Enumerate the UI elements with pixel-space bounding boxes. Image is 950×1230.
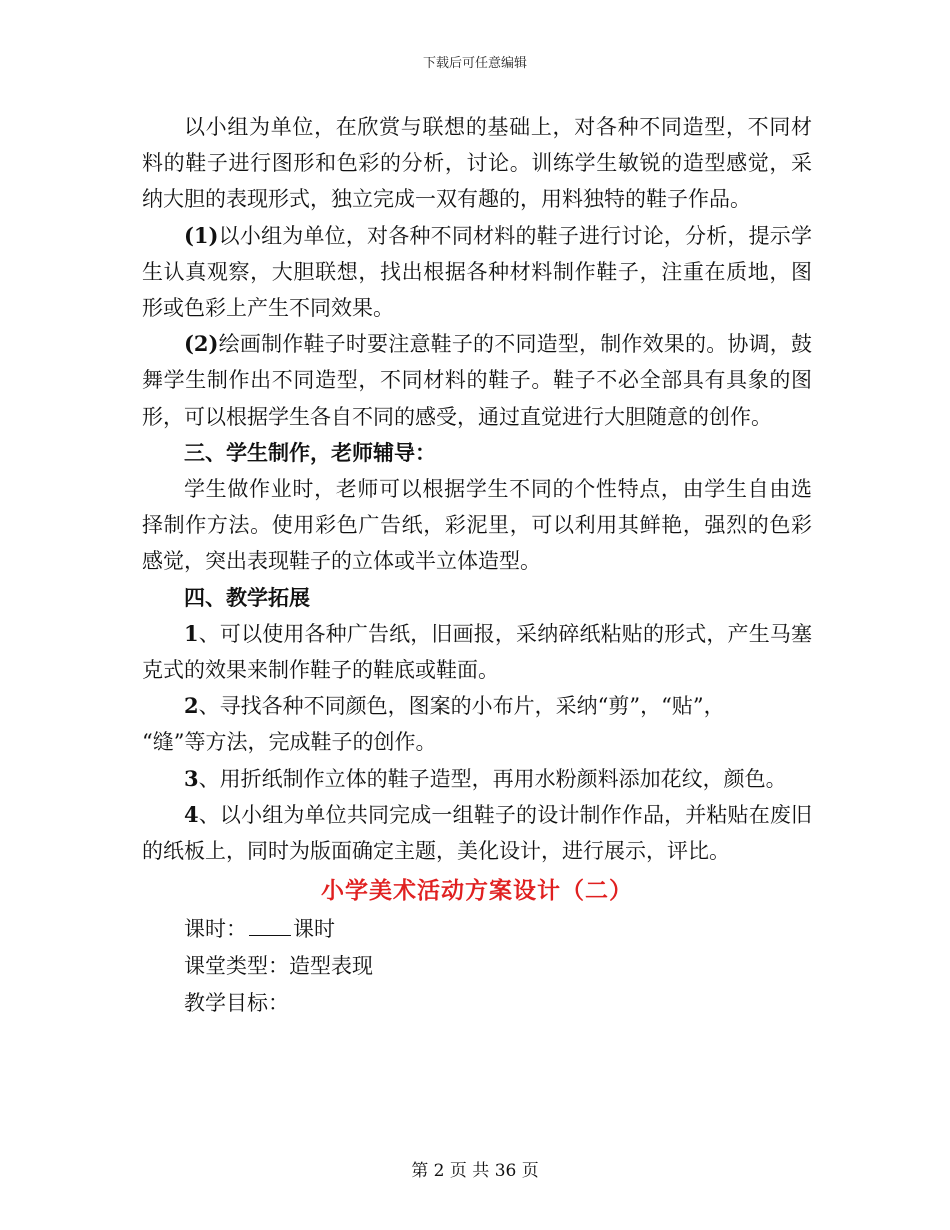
field-teaching-goal: 教学目标：	[184, 990, 289, 1015]
extension-item-1	[142, 616, 812, 688]
extension-item-4	[142, 797, 812, 869]
section-heading-3: 三、学生制作，老师辅导：	[184, 439, 436, 465]
extension-item-number: 4	[184, 801, 199, 827]
extension-item-text: 、可以使用各种广告纸，旧画报，采纳碎纸粘贴的形式，产生马塞克式的效果来制作鞋子的鞋底或鞋面。	[142, 621, 812, 683]
field-lesson-hours	[142, 911, 812, 948]
list-item-text: 以小组为单位，对各种不同材料的鞋子进行讨论，分析，提示学生认真观察，大胆联想，找出根据各种材料制作鞋子，注重在质地，图形或色彩上产生不同效果。	[142, 223, 812, 321]
extension-item-number: 3	[184, 765, 199, 791]
extension-item-text: 、以小组为单位共同完成一组鞋子的设计制作作品，并粘贴在废旧的纸板上，同时为版面确定主题，美化设计，进行展示，评比。	[142, 802, 812, 864]
blank-line	[249, 917, 291, 936]
extension-item-number: 2	[184, 693, 199, 719]
section-title: 小学美术活动方案设计（二）	[321, 877, 633, 905]
extension-item-text: 、用折纸制作立体的鞋子造型，再用水粉颜料添加花纹，颜色。	[198, 766, 787, 791]
page-number-footer: 第 2 页 共 36 页	[411, 1161, 539, 1181]
extension-item-3	[142, 761, 812, 797]
extension-item-number: 1	[184, 620, 199, 646]
field-lesson-type: 课堂类型：造型表现	[184, 954, 373, 979]
extension-item-text: 、寻找各种不同颜色，图案的小布片，采纳“剪”，“贴”，	[198, 694, 725, 719]
list-item-1	[142, 218, 812, 327]
list-item-text: 绘画制作鞋子时要注意鞋子的不同造型，制作效果的。协调，鼓舞学生制作出不同造型，不同材料的鞋子。鞋子不必全部具有具象的图形，可以根据学生各自不同的感受，通过直觉进行大胆随意的创作。	[142, 332, 812, 429]
list-item-number: (1)	[184, 222, 219, 248]
field-unit: 课时	[293, 917, 335, 942]
field-label: 课时：	[184, 917, 247, 942]
paragraph-section-3: 学生做作业时，老师可以根据学生不同的个性特点，由学生自由选择制作方法。使用彩色广告纸，彩泥里，可以利用其鲜艳，强烈的色彩感觉，突出表现鞋子的立体或半立体造型。	[142, 477, 812, 574]
header-note: 下载后可任意编辑	[422, 56, 527, 71]
section-heading-4: 四、教学拓展	[184, 584, 310, 610]
extension-item-2	[142, 688, 812, 724]
list-item-number: (2)	[184, 331, 219, 357]
document-body	[142, 109, 812, 1022]
paragraph-intro: 以小组为单位，在欣赏与联想的基础上，对各种不同造型，不同材料的鞋子进行图形和色彩的分析，讨论。训练学生敏锐的造型感觉，采纳大胆的表现形式，独立完成一双有趣的，用料独特的鞋子作品。	[142, 115, 812, 212]
extension-item-2-continued: “缝”等方法，完成鞋子的创作。	[142, 730, 437, 755]
list-item-2	[142, 326, 812, 435]
